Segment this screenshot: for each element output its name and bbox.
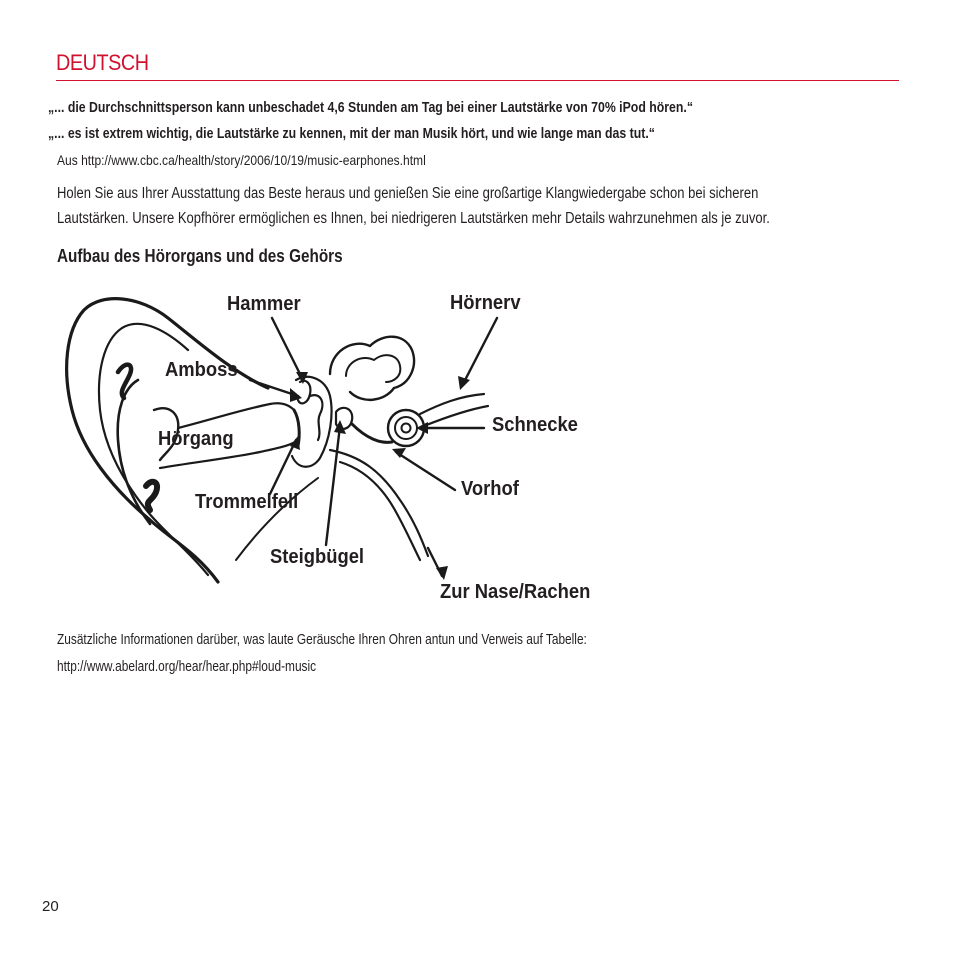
pointer-vorhof [396,452,455,490]
arrowhead-hoernerv [458,376,470,390]
label-hammer: Hammer [227,293,301,315]
anvil-bone [310,395,322,440]
label-hoergang: Hörgang [158,428,234,450]
semicircular-canals [330,337,414,400]
auditory-nerve [420,394,484,414]
eustachian-tube-1 [330,450,428,556]
arrowhead-nase-rachen [436,566,448,580]
vestibule [352,424,392,442]
label-vorhof: Vorhof [461,478,519,500]
canals-inner [346,355,400,382]
quote-line-1: „... die Durchschnittsperson kann unbeschadet 4,6 Stunden am Tag bei einer Lautstärke von 70% iPod hören.“ [48,99,693,116]
hammer-bone [298,381,310,404]
footnote-text: Zusätzliche Informationen darüber, was laute Geräusche Ihren Ohren antun und Verweis auf Tabelle: [57,632,587,648]
ear-canal-upper [178,403,294,428]
label-schnecke: Schnecke [492,414,578,436]
pointer-hoernerv [462,318,497,386]
label-steigbuegel: Steigbügel [270,546,365,568]
quote-line-2: „... es ist extrem wichtig, die Lautstärke zu kennen, mit der man Musik hört, und wie lange man das tut.“ [48,125,655,142]
auditory-nerve-2 [424,406,488,426]
label-hoernerv: Hörnerv [450,292,521,314]
section-title: DEUTSCH [56,50,149,75]
label-nase-rachen: Zur Nase/Rachen [440,581,591,603]
tragus-mark [146,482,157,510]
arrowhead-schnecke [416,422,428,434]
cochlea-mid [395,417,417,439]
pointer-steigbuegel [326,426,340,545]
quote-source: Aus http://www.cbc.ca/health/story/2006/10/19/music-earphones.html [57,152,426,168]
pointer-hammer [272,318,303,380]
intro-line-1: Holen Sie aus Ihrer Ausstattung das Beste heraus und genießen Sie eine großartige Klangwiedergabe schon bei sicheren [57,185,759,202]
page-number: 20 [42,898,59,915]
label-amboss: Amboss [165,359,238,381]
diagram-heading: Aufbau des Hörorgans und des Gehörs [57,246,343,266]
label-pointers [250,318,497,576]
label-trommelfell: Trommelfell [195,491,299,513]
arrowhead-amboss [290,388,302,402]
footnote-link[interactable]: http://www.abelard.org/hear/hear.php#loud-music [57,659,317,675]
cochlea-inner [402,424,411,433]
intro-line-2: Lautstärken. Unsere Kopfhörer ermöglichen es Ihnen, bei niedrigeren Lautstärken mehr Details wahrzunehmen als je zuvor. [57,210,770,227]
